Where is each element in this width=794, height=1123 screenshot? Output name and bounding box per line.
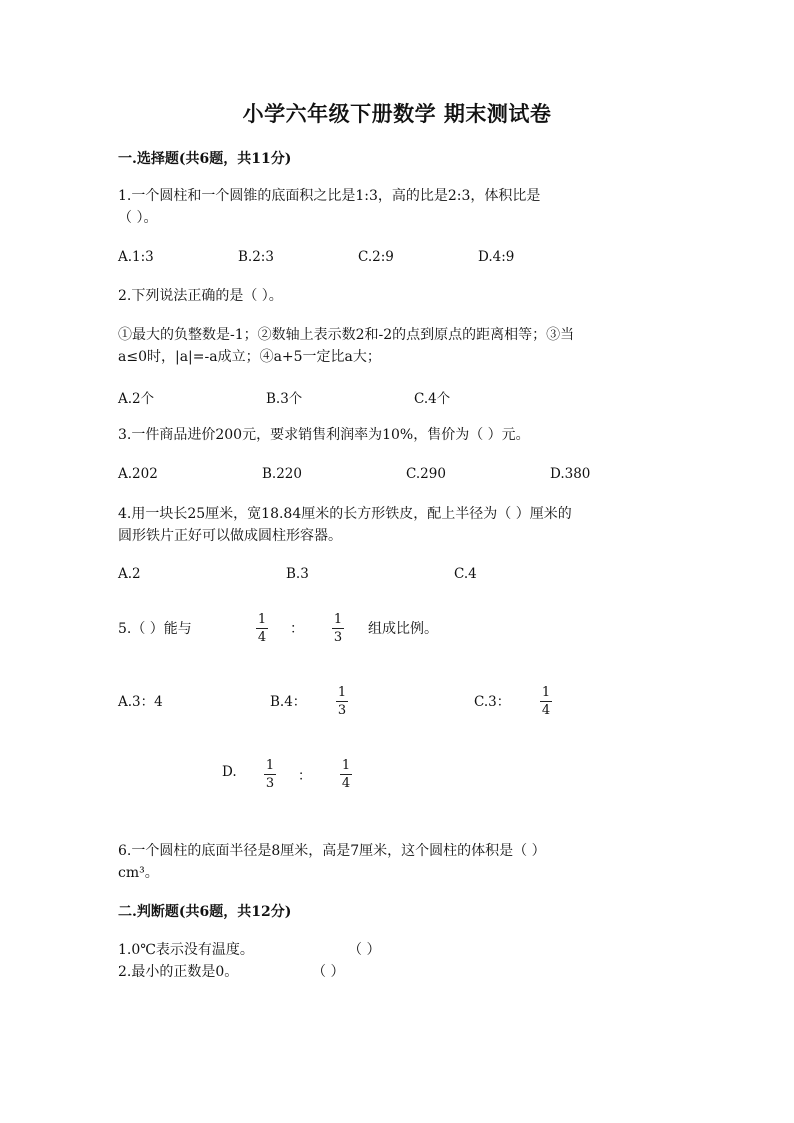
question-3-option-a: A.202 xyxy=(118,466,158,482)
fraction-denominator: 3 xyxy=(337,703,347,718)
question-5-fraction-1 xyxy=(255,612,269,645)
question-5-option-c: C.3： xyxy=(474,694,511,710)
fraction-denominator: 3 xyxy=(265,776,275,791)
fraction-bar xyxy=(332,628,344,629)
judge-question-1-text: 1.0℃表示没有温度。 xyxy=(118,942,254,958)
fraction-bar xyxy=(336,701,348,702)
question-4-option-a: A.2 xyxy=(118,566,141,582)
question-5-colon: ： xyxy=(290,621,304,637)
question-2-option-a: A.2个 xyxy=(118,391,155,407)
question-5-option-d-fraction-2 xyxy=(339,758,353,791)
fraction-bar xyxy=(340,774,352,775)
judge-question-1-answer-blank: （ ） xyxy=(348,942,381,958)
question-4-option-b: B.3 xyxy=(286,566,309,582)
fraction-numerator: 1 xyxy=(265,758,275,773)
question-1-option-c: C.2:9 xyxy=(358,249,394,265)
fraction-denominator: 3 xyxy=(333,630,343,645)
question-6-line-2: cm³。 xyxy=(118,865,159,881)
question-2-option-c: C.4个 xyxy=(414,391,451,407)
question-1-option-d: D.4:9 xyxy=(478,249,515,265)
question-3-stem: 3.一件商品进价200元，要求销售利润率为10%，售价为（ ）元。 xyxy=(118,427,530,443)
fraction-numerator: 1 xyxy=(337,685,347,700)
question-6-line-1: 6.一个圆柱的底面半径是8厘米，高是7厘米，这个圆柱的体积是（ ） xyxy=(118,843,546,859)
question-1-line-2: （ ）。 xyxy=(118,210,158,226)
fraction-numerator: 1 xyxy=(341,758,351,773)
fraction-denominator: 4 xyxy=(257,630,267,645)
fraction-bar xyxy=(264,774,276,775)
question-1-option-a: A.1:3 xyxy=(118,249,154,265)
fraction-denominator: 4 xyxy=(541,703,551,718)
question-4-option-c: C.4 xyxy=(454,566,477,582)
fraction-bar xyxy=(256,628,268,629)
question-5-option-b: B.4： xyxy=(270,694,307,710)
question-5-suffix: 组成比例。 xyxy=(368,621,438,637)
section-heading-judge: 二.判断题(共6题，共12分) xyxy=(118,904,292,920)
page-title: 小学六年级下册数学 期末测试卷 xyxy=(242,101,552,126)
question-2-statement-line-1: ①最大的负整数是-1；②数轴上表示数2和-2的点到原点的距离相等；③当 xyxy=(118,327,575,343)
question-5-option-b-fraction xyxy=(335,685,349,718)
fraction-numerator: 1 xyxy=(257,612,267,627)
fraction-denominator: 4 xyxy=(341,776,351,791)
fraction-numerator: 1 xyxy=(541,685,551,700)
question-3-option-b: B.220 xyxy=(262,466,302,482)
judge-question-2-text: 2.最小的正数是0。 xyxy=(118,964,239,980)
question-5-prefix: 5.（ ）能与 xyxy=(118,621,192,637)
question-3-option-d: D.380 xyxy=(550,466,591,482)
judge-question-2-answer-blank: （ ） xyxy=(312,964,345,980)
section-heading-choice: 一.选择题(共6题，共11分) xyxy=(118,151,292,167)
question-1-line-1: 1.一个圆柱和一个圆锥的底面积之比是1:3，高的比是2:3，体积比是 xyxy=(118,188,541,204)
question-2-option-b: B.3个 xyxy=(266,391,303,407)
question-2-statement-line-2: a≤0时，|a|=-a成立；④a+5一定比a大； xyxy=(118,349,381,365)
question-5-option-c-fraction xyxy=(539,685,553,718)
fraction-numerator: 1 xyxy=(333,612,343,627)
question-5-option-d-fraction-1 xyxy=(263,758,277,791)
question-5-option-d: D. xyxy=(222,764,237,780)
question-1-option-b: B.2:3 xyxy=(238,249,274,265)
question-5-fraction-2 xyxy=(331,612,345,645)
question-5-option-a: A.3：4 xyxy=(118,694,163,710)
question-5-option-d-colon: ： xyxy=(298,768,312,784)
question-4-line-2: 圆形铁片正好可以做成圆柱形容器。 xyxy=(118,528,342,544)
fraction-bar xyxy=(540,701,552,702)
question-4-line-1: 4.用一块长25厘米，宽18.84厘米的长方形铁皮，配上半径为（ ）厘米的 xyxy=(118,506,572,522)
question-3-option-c: C.290 xyxy=(406,466,446,482)
question-2-stem: 2.下列说法正确的是（ ）。 xyxy=(118,288,283,304)
